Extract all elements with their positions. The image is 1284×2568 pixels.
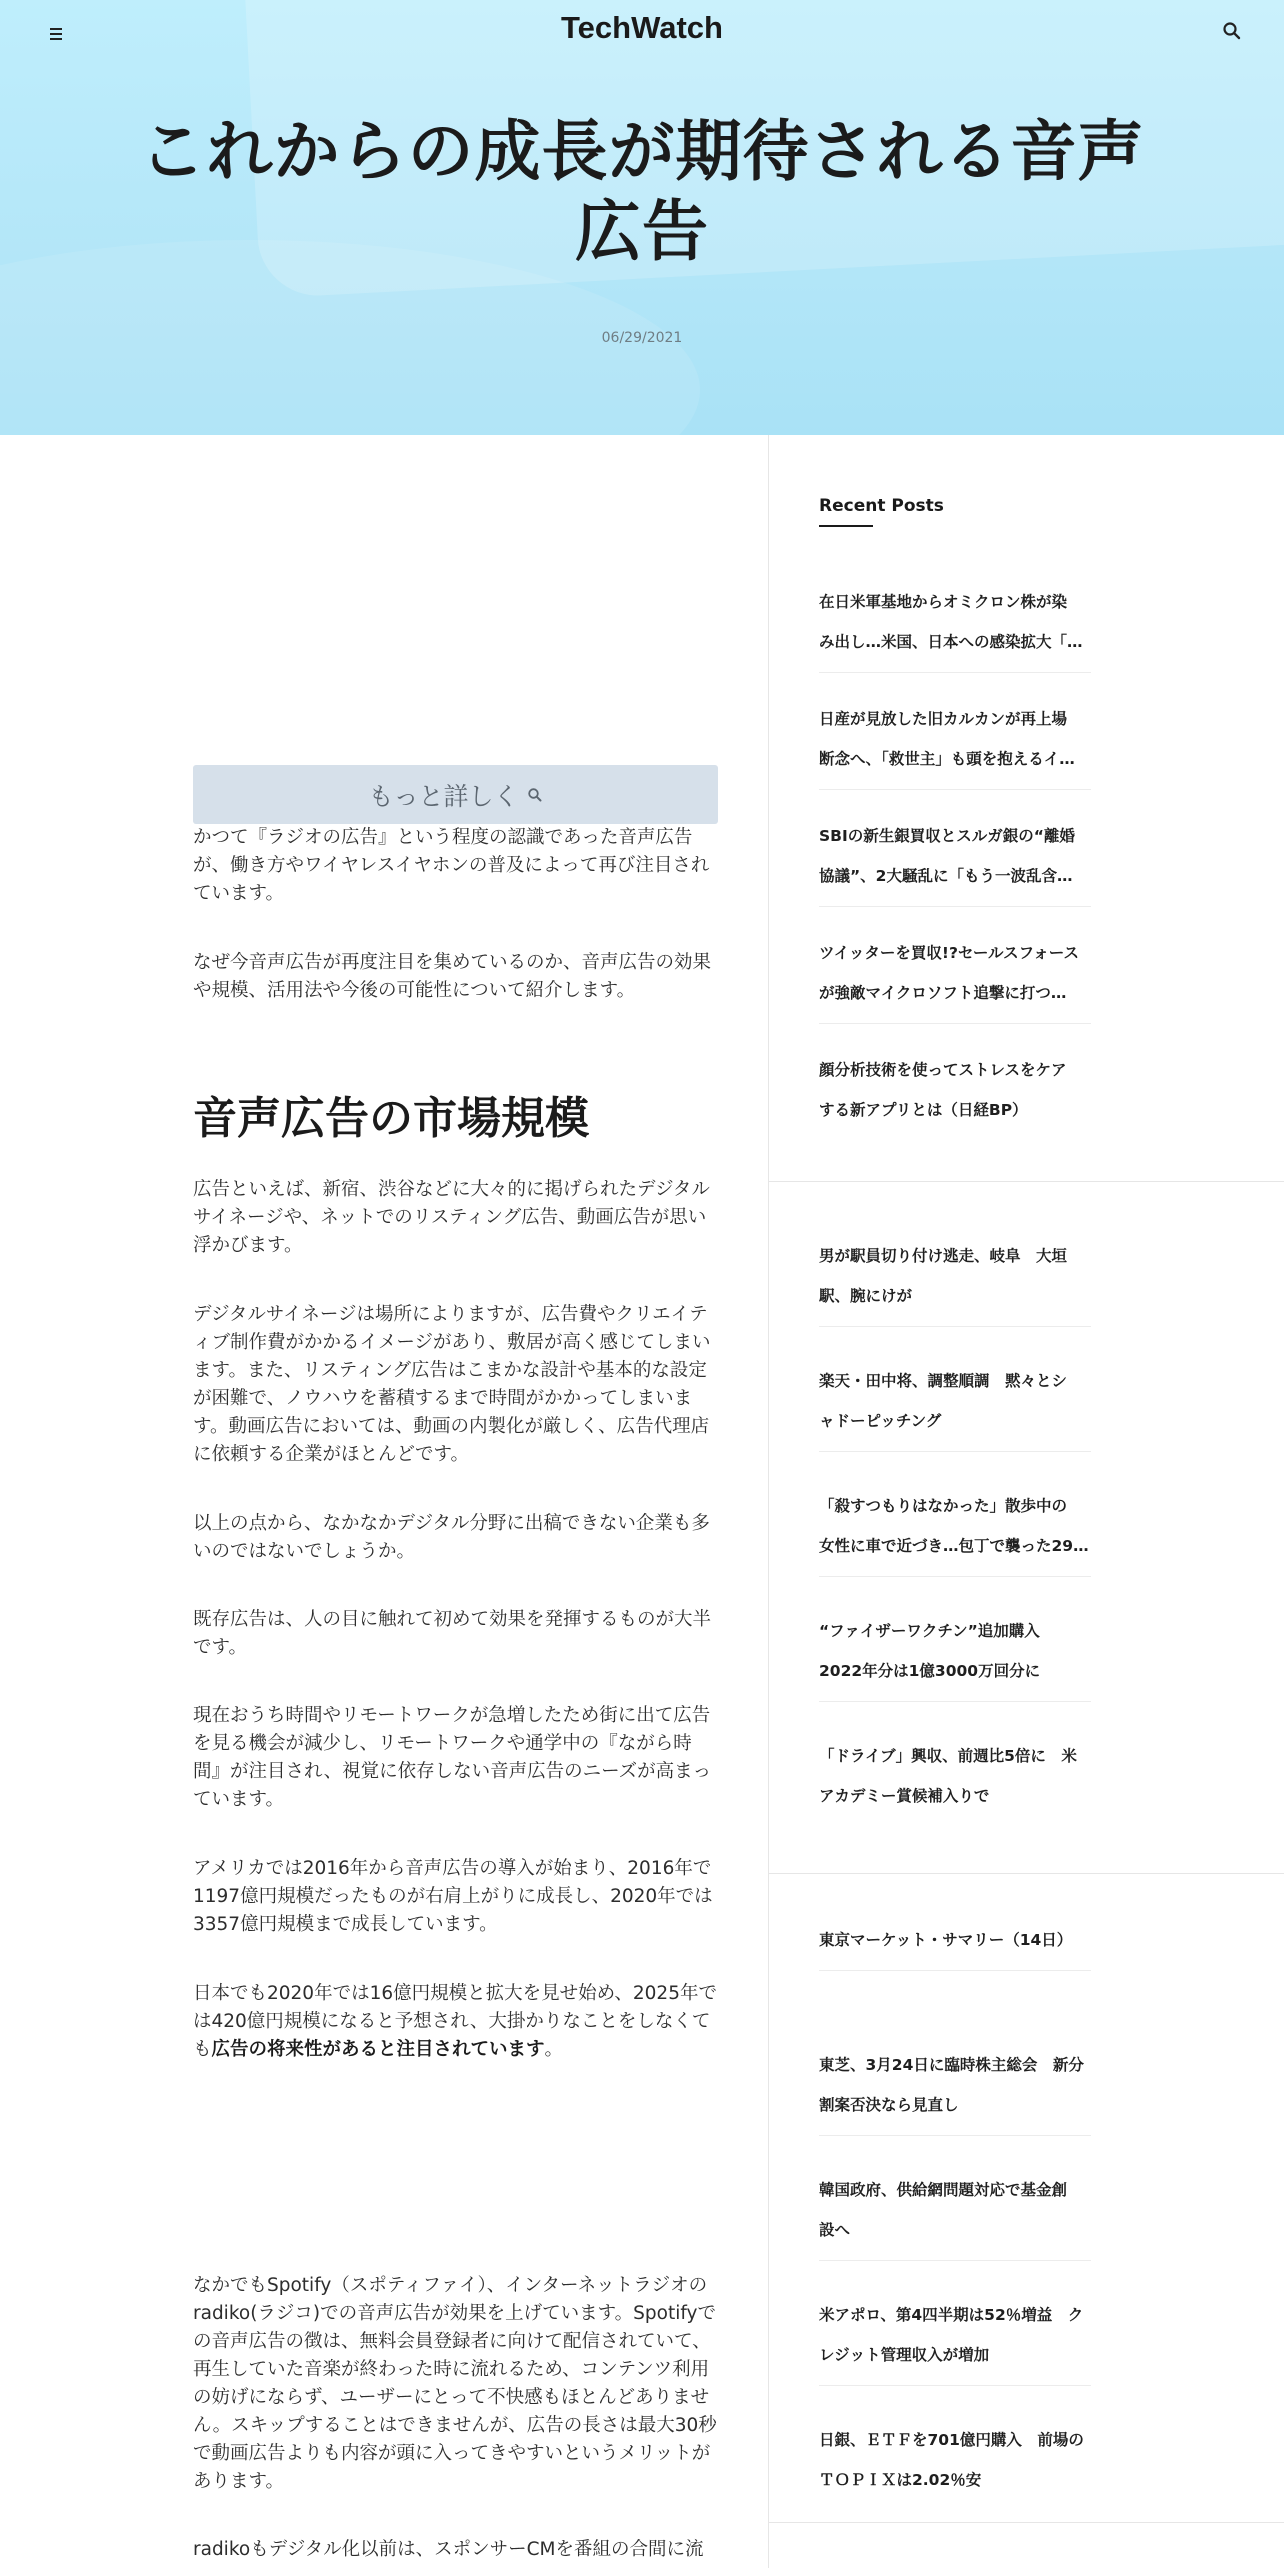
post-separator	[819, 789, 1091, 790]
post-title-line: 「殺すつもりはなかった」散歩中の	[819, 1497, 1068, 1515]
paragraph-text: 日本でも2020年では16億円規模と拡大を見せ始め、2025年では420億円規模になると予想され、大掛かりなことをしなくても	[193, 1983, 717, 2060]
recent-post-link[interactable]	[819, 1611, 1091, 1691]
article-paragraph: radikoもデジタル化以前は、スポンサーCMを番組の合間に流	[193, 2539, 704, 2560]
post-title-line: 協議”、2大騒乱に「もう一波乱含…	[819, 867, 1073, 885]
article-paragraph: 広告といえば、新宿、渋谷などに大々的に掲げられたデジタルサイネージや、ネットでのリスティング広告、動画広告が思い浮かびます。	[193, 1179, 710, 1256]
hero-banner	[0, 0, 1284, 435]
article-paragraph: デジタルサイネージは場所によりますが、広告費やクリエイティブ制作費がかかるイメージがあり、敷居が高く感じてしまいます。また、リスティング広告はこまかな設計や基本的な設定が困難で、ノウハウを蓄積するまで時間がかかってしまいます。動画広告においては、動画の内製化が厳しく、広告代理店に依頼する企業がほとんどです。	[193, 1304, 711, 1465]
search-icon	[1222, 21, 1242, 41]
section-heading: 音声広告の市場規模	[193, 1093, 589, 1144]
recent-post-link[interactable]	[819, 1486, 1091, 1566]
post-title-line: ャドーピッチング	[819, 1412, 942, 1430]
post-title-line: アカデミー賞候補入りで	[819, 1787, 990, 1805]
column-divider	[768, 435, 769, 2568]
post-separator	[819, 906, 1091, 907]
post-separator	[819, 1576, 1091, 1577]
post-title-line: 東芝、3月24日に臨時株主総会 新分	[819, 2056, 1084, 2074]
recent-post-link[interactable]	[819, 1736, 1091, 1816]
more-details-label: もっと詳しく	[368, 781, 519, 811]
section-divider	[769, 1873, 1284, 1874]
article-paragraph: 既存広告は、人の目に触れて初めて効果を発揮するものが大半です。	[193, 1609, 712, 1658]
post-title-line: 駅、腕にけが	[819, 1287, 913, 1305]
article-paragraph: アメリカでは2016年から音声広告の導入が始まり、2016年で1197億円規模だったものが右肩上がりに成長し、2020年では3357億円規模まで成長しています。	[193, 1858, 713, 1935]
recent-post-link[interactable]	[819, 2295, 1091, 2375]
post-separator	[819, 2260, 1091, 2261]
post-title-line: “ファイザーワクチン”追加購入	[819, 1622, 1040, 1640]
recent-post-link[interactable]	[819, 1920, 1091, 1960]
post-title-line: ＴＯＰＩＸは2.02％安	[819, 2471, 982, 2489]
paragraph-emphasis: 広告の将来性があると注目されています	[211, 2039, 545, 2060]
post-separator	[819, 1451, 1091, 1452]
recent-post-link[interactable]	[819, 816, 1091, 896]
post-title-line: ツイッターを買収!?セールスフォース	[819, 944, 1080, 962]
paragraph-text: 。	[544, 2039, 564, 2060]
post-title-line: 米アポロ、第4四半期は52％増益 ク	[819, 2306, 1084, 2324]
page-title: これからの成長が期待される音声広告	[139, 113, 1145, 270]
article-paragraph: かつて『ラジオの広告』という程度の認識であった音声広告が、働き方やワイヤレスイヤホンの普及によって再び注目されています。	[193, 827, 710, 904]
recent-post-link[interactable]	[819, 933, 1091, 1013]
post-title-line: レジット管理収入が増加	[819, 2346, 990, 2364]
article-paragraph: なぜ今音声広告が再度注目を集めているのか、音声広告の効果や規模、活用法や今後の可能性について紹介します。	[193, 952, 712, 1001]
post-title-line: 設へ	[819, 2221, 851, 2239]
article-paragraph	[193, 1980, 718, 2064]
post-title-line: 東京マーケット・サマリー（14日）	[819, 1931, 1073, 1949]
post-separator	[819, 1701, 1091, 1702]
section-divider	[769, 2522, 1284, 2523]
heading-underline	[819, 525, 873, 527]
post-separator	[819, 672, 1091, 673]
post-title-line: する新アプリとは（日経BP）	[819, 1101, 1028, 1119]
post-separator	[819, 2135, 1091, 2136]
post-separator	[819, 1970, 1091, 1971]
recent-post-link[interactable]	[819, 1361, 1091, 1441]
post-title-line: 割案否決なら見直し	[819, 2096, 959, 2114]
post-title-line: 顔分析技術を使ってストレスをケア	[819, 1061, 1067, 1079]
recent-post-link[interactable]	[819, 2420, 1091, 2500]
post-title-line: 断念へ、「救世主」も頭を抱えるイ…	[819, 750, 1075, 768]
post-title-line: SBIの新生銀買収とスルガ銀の“離婚	[819, 827, 1075, 845]
more-details-button[interactable]	[193, 765, 718, 824]
post-date: 06/29/2021	[601, 330, 683, 346]
recent-post-link[interactable]	[819, 1236, 1091, 1316]
article-paragraph: 以上の点から、なかなかデジタル分野に出稿できない企業も多いのではないでしょうか。	[193, 1513, 710, 1562]
post-separator	[819, 2385, 1091, 2386]
recent-post-link[interactable]	[819, 699, 1091, 779]
post-title-line: 在日米軍基地からオミクロン株が染	[819, 593, 1068, 611]
article-paragraph: 現在おうち時間やリモートワークが急増したため街に出て広告を見る機会が減少し、リモートワークや通学中の『ながら時間』が注目され、視覚に依存しない音声広告のニーズが高まっています。	[193, 1705, 712, 1810]
search-icon	[527, 787, 543, 803]
post-title-line: 男が駅員切り付け逃走、岐阜 大垣	[819, 1247, 1068, 1265]
post-title-line: 楽天・田中将、調整順調 黙々とシ	[819, 1372, 1068, 1390]
article-paragraph: なかでもSpotify（スポティファイ）、インターネットラジオのradiko(ラジコ)での音声広告が効果を上げています。Spotifyでの音声広告の徴は、無料会員登録者に向けて配信されていて、再生していた音楽が終わった時に流れるため、コンテンツ利用の妨げにならず、ユーザーにとって不快感もほとんどありません。スキップすることはできませんが、広告の長さは最大30秒で動画広告よりも内容が頭に入ってきやすいというメリットがあります。	[193, 2275, 717, 2492]
post-title-line: み出し…米国、日本への感染拡大「…	[819, 633, 1083, 651]
recent-post-link[interactable]	[819, 2170, 1091, 2250]
post-title-line: 日産が見放した旧カルカンが再上場	[819, 710, 1068, 728]
recent-post-link[interactable]	[819, 2045, 1091, 2125]
recent-post-link[interactable]	[819, 1050, 1091, 1130]
site-brand[interactable]: TechWatch	[561, 10, 723, 45]
post-title-line: 韓国政府、供給網問題対応で基金創	[819, 2181, 1068, 2199]
post-title-line: 2022年分は1億3000万回分に	[819, 1662, 1041, 1680]
recent-post-link[interactable]	[819, 582, 1091, 662]
post-title-line: 「ドライブ」興収、前週比5倍に 米	[819, 1747, 1077, 1765]
post-title-line: が強敵マイクロソフト追撃に打つ…	[819, 984, 1067, 1002]
search-button[interactable]	[1212, 18, 1252, 50]
recent-posts-heading: Recent Posts	[819, 496, 944, 516]
post-title-line: 日銀、ＥＴＦを701億円購入 前場の	[819, 2431, 1084, 2449]
post-separator	[819, 1023, 1091, 1024]
section-divider	[769, 1181, 1284, 1182]
post-title-line: 女性に車で近づき…包丁で襲った29…	[819, 1537, 1089, 1555]
post-separator	[819, 1326, 1091, 1327]
